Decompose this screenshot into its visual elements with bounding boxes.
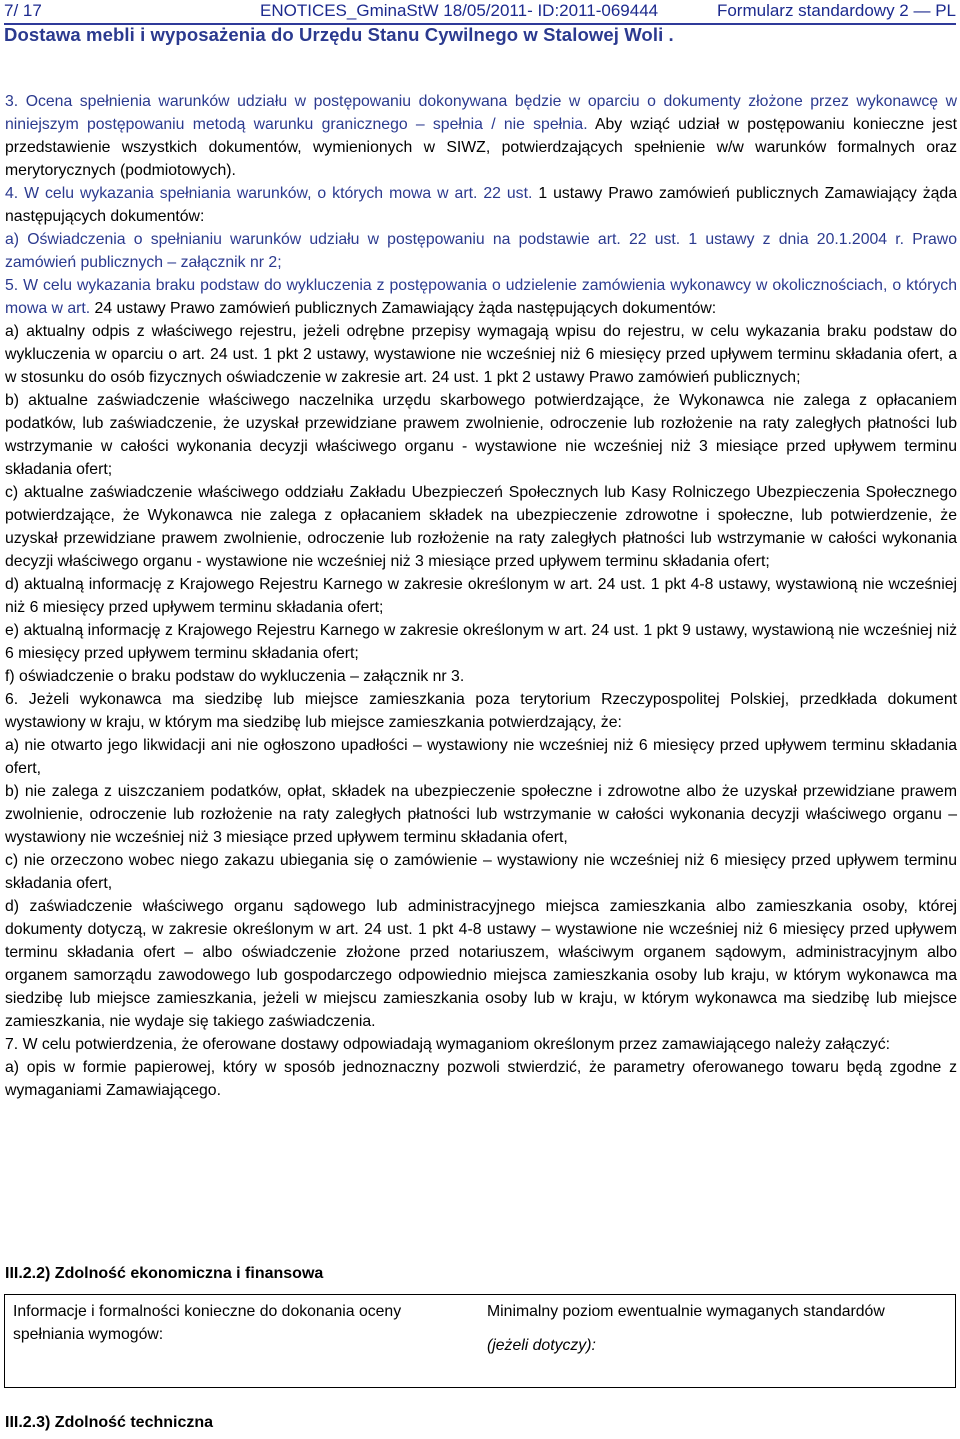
- paragraph-5b: b) aktualne zaświadczenie właściwego naczelnika urzędu skarbowego potwierdzające, że Wykonawca nie zalega z opłacaniem podatków, lub zaświadczenie, że uzyskał przewidziane prawem zwolnienie, odroczenie lub rozłożenie na raty zaległych płatności lub wstrzymanie w całości wykonania decyzji właściwego organu - wystawione nie wcześniej niż 3 miesiące przed upływem terminu składania ofert;: [5, 392, 957, 478]
- paragraph-4-highlight: 4. W celu wykazania spełniania warunków, o których mowa w art. 22 ust.: [5, 185, 533, 202]
- paragraph-3-highlight: 3. Ocena spełnienia warunków udziału w postępowaniu dokonywana będzie w oparciu o dokumenty złożone przez wykonawcę w niniejszym postępowaniu metodą warunku granicznego – spełnia / nie spełnia.: [5, 93, 957, 133]
- paragraph-6b: b) nie zalega z uiszczaniem podatków, opłat, składek na ubezpieczenie społeczne i zdrowotne albo że uzyskał przewidziane prawem zwolnienie, odroczenie lub rozłożenie na raty zaległych płatności lub wstrzymanie w całości wykonania decyzji właściwego organu – wystawiony nie wcześniej niż 3 miesiące przed upływem terminu składania ofert,: [5, 783, 957, 846]
- page-number: 7/ 17: [4, 1, 42, 20]
- paragraph-3-text: Aby wziąć udział w postępowaniu konieczne jest przedstawienie wszystkich dokumentów, wymienionych w SIWZ, potwierdzających spełnienie w/w warunków formalnych oraz merytorycznych (podmiotowych).: [5, 116, 957, 179]
- form-name: Formularz standardowy 2 — PL: [716, 1, 956, 20]
- minimum-standards: [487, 1300, 927, 1357]
- paragraph-6: 6. Jeżeli wykonawca ma siedzibę lub miejsce zamieszkania poza terytorium Rzeczypospolitej Polskiej, przedkłada dokument wystawiony w kraju, w którym ma siedzibę lub miejsce zamieszkania potwierdzający, że:: [5, 691, 957, 731]
- paragraph-4-text: 1 ustawy Prawo zamówień publicznych Zamawiający żąda następujących dokumentów:: [5, 185, 957, 225]
- paragraph-5a: a) aktualny odpis z właściwego rejestru, jeżeli odrębne przepisy wymagają wpisu do rejestru, w celu wykazania braku podstaw do wykluczenia w oparciu o art. 24 ust. 1 pkt 2 ustawy, wystawione nie wcześniej niż 6 miesięcy przed upływem terminu składania ofert, a w stosunku do osób fizycznych oświadczenie w zakresie art. 24 ust. 1 pkt 2 ustawy Prawo zamówień publicznych;: [5, 323, 957, 386]
- paragraph-4: [5, 182, 957, 228]
- paragraph-3: [5, 90, 957, 182]
- document-subtitle: Dostawa mebli i wyposażenia do Urzędu Stanu Cywilnego w Stalowej Woli .: [4, 24, 674, 45]
- section-heading-economic: III.2.2) Zdolność ekonomiczna i finansowa: [5, 1265, 324, 1282]
- paragraph-5e: e) aktualną informację z Krajowego Rejestru Karnego w zakresie określonym w art. 24 ust. 1 pkt 9 ustawy, wystawioną nie wcześniej niż 6 miesięcy przed upływem terminu składania ofert;: [5, 622, 957, 662]
- minimum-standards-label: Minimalny poziom ewentualnie wymaganych standardów: [487, 1303, 885, 1320]
- minimum-standards-note: (jeżeli dotyczy):: [487, 1337, 596, 1354]
- paragraph-7a: a) opis w formie papierowej, który w sposób jednoznaczny pozwoli stwierdzić, że parametry oferowanego towaru będą zgodne z wymaganiami Zamawiającego.: [5, 1059, 957, 1099]
- paragraph-5d: d) aktualną informację z Krajowego Rejestru Karnego w zakresie określonym w art. 24 ust. 1 pkt 4-8 ustawy, wystawioną nie wcześniej niż 6 miesięcy przed upływem terminu składania ofert;: [5, 576, 957, 616]
- paragraph-7: 7. W celu potwierdzenia, że oferowane dostawy odpowiadają wymaganiom określonym przez zamawiającego należy załączyć:: [5, 1036, 891, 1053]
- paragraph-5c: c) aktualne zaświadczenie właściwego oddziału Zakładu Ubezpieczeń Społecznych lub Kasy Rolniczego Ubezpieczenia Społecznego potwierdzające, że Wykonawca nie zalega z opłacaniem składek na ubezpieczenie zdrowotne i społeczne, lub potwierdzenie, że uzyskał przewidziane prawem zwolnienie, odroczenie lub rozłożenie na raty zaległych płatności lub wstrzymanie w całości wykonania decyzji właściwego organu - wystawione nie wcześniej niż 3 miesiące przed upływem terminu składania ofert;: [5, 484, 957, 570]
- requirements-info: Informacje i formalności konieczne do dokonania oceny spełniania wymogów:: [13, 1303, 402, 1343]
- paragraph-4a: a) Oświadczenia o spełnianiu warunków udziału w postępowaniu na podstawie art. 22 ust. 1 ustawy z dnia 20.1.2004 r. Prawo zamówień publicznych – załącznik nr 2;: [5, 231, 957, 271]
- paragraph-6c: c) nie orzeczono wobec niego zakazu ubiegania się o zamówienie – wystawiony nie wcześniej niż 6 miesięcy przed upływem terminu składania ofert,: [5, 852, 957, 892]
- paragraph-6d: d) zaświadczenie właściwego organu sądowego lub administracyjnego miejsca zamieszkania albo zamieszkania osoby, której dokumenty dotyczą, w zakresie określonym w art. 24 ust. 1 pkt 4-8 ustawy – wystawione nie wcześniej niż 6 miesięcy przed upływem terminu składania ofert – albo oświadczenie złożone przed notariuszem, właściwym organem sądowym, administracyjnym albo organem samorządu zawodowego lub gospodarczego odpowiednio miejsca zamieszkania osoby lub kraju, w którym wykonawca ma siedzibę lub miejsce zamieszkania, jeżeli w miejscu zamieszkania osoby lub w kraju, w którym wykonawca ma siedzibę lub miejsce zamieszkania, nie wydaje się takiego zaświadczenia.: [5, 898, 957, 1030]
- paragraph-5-highlight: 5. W celu wykazania braku podstaw do wykluczenia z postępowania o udzielenie zamówienia wykonawcy w okolicznościach, o których mowa w art.: [5, 277, 957, 317]
- paragraph-5: [5, 274, 957, 320]
- page-header: [4, 0, 956, 25]
- document-id: ENOTICES_GminaStW 18/05/2011- ID:2011-069444: [260, 1, 659, 20]
- document-body: [5, 90, 957, 1102]
- section-heading-technical: III.2.3) Zdolność techniczna: [5, 1414, 214, 1431]
- paragraph-5-text: 24 ustawy Prawo zamówień publicznych Zamawiający żąda następujących dokumentów:: [90, 300, 717, 317]
- requirements-box: [4, 1294, 956, 1388]
- paragraph-6a: a) nie otwarto jego likwidacji ani nie ogłoszono upadłości – wystawiony nie wcześniej niż 6 miesięcy przed upływem terminu składania ofert,: [5, 737, 957, 777]
- paragraph-5f: f) oświadczenie o braku podstaw do wykluczenia – załącznik nr 3.: [5, 668, 465, 685]
